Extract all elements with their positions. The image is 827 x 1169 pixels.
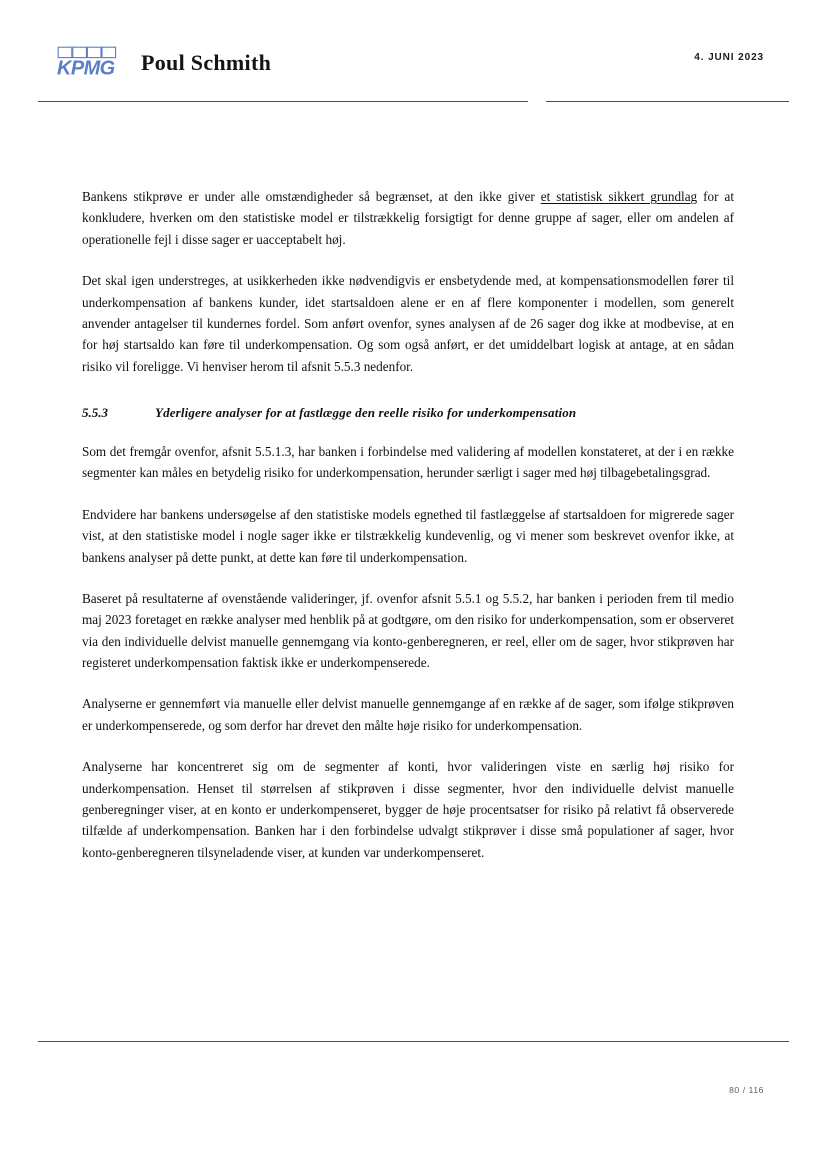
page-header [0,0,827,110]
paragraph-1-part-2: for at konkludere, hverken om den statistiske model er tilstrækkelig forsigtigt for denne gruppe af sager, eller om andelen af operationelle fejl i disse sager er uacceptabelt høj. [82,189,734,247]
firm-name: Poul Schmith [141,50,272,75]
paragraph-4: Endvidere har bankens undersøgelse af den statistiske models egnethed til fastlæggelse af startsaldoen for migrerede sager vist, at den statistiske model i nogle sager ikke er tilstrækkelig kundevenlig, og vi mener som beskrevet ovenfor ikke, at bankens analyser på dette punkt, at dette kan føre til underkompensation. [82,506,734,565]
document-content [82,186,734,863]
paragraph-5: Baseret på resultaterne af ovenstående valideringer, jf. ovenfor afsnit 5.5.1 og 5.5.2, har banken i perioden frem til medio maj 2023 foretaget en række analyser med henblik på at godtgøre, om den risiko for underkompensation, som er observeret via den individuelle delvist manuelle gennemgang via konto-genberegneren, er reel, eller om de sager, hvor stikprøven har registeret underkompensation faktisk ikke er underkompenserede. [82,590,734,670]
section-heading-5-5-3 [82,405,734,421]
paragraph-2: Det skal igen understreges, at usikkerheden ikke nødvendigvis er ensbetydende med, at kompensationsmodellen fører til underkompensation af bankens kunder, idet startsaldoen alene er en af flere komponenter i modellen, som generelt anvender antagelser til kundernes fordel. Som anført ovenfor, synes analysen af de 26 sager dog ikke at modbevise, at en for høj startsaldo kan føre til underkompensation. Og som også anført, er det umiddelbart logisk at antage, at en sådan risiko vil foreligge. Vi henviser herom til afsnit 5.5.3 nedenfor. [82,273,734,374]
paragraph-3: Som det fremgår ovenfor, afsnit 5.5.1.3, har banken i forbindelse med validering af modellen konstateret, at der i en række segmenter kan måles en betydelig risiko for underkompensation, herunder særligt i sager med høj tilbagebetalingsgrad. [82,444,734,481]
brand-block [57,46,271,80]
paragraph-1-part-1: Bankens stikprøve er under alle omstændigheder så begrænset, at den ikke giver [82,189,541,204]
paragraph-7: Analyserne har koncentreret sig om de segmenter af konti, hvor valideringen viste en særlig høj risiko for underkompensation. Henset til størrelsen af stikprøven i disse segmenter, hvor den individuelle delvist manuelle genberegninger viser, at en konto er underkompenseret, bygger de høje procentsatser for risiko på relativt få observerede tilfælde af underkompensation. Banken har i den forbindelse udvalgt stikprøver i disse små populationer af sager, hvor konto-genberegneren tilsyneladende viser, at kunden var underkompenseret. [82,759,734,860]
footer-rule [38,1041,789,1042]
paragraph-6: Analyserne er gennemført via manuelle eller delvist manuelle gennemgange af en række af de sager, som ifølge stikprøven er underkompenserede, og som derfor har drevet den målte høje risiko for underkompensation. [82,696,734,733]
kpmg-logo [57,46,127,80]
header-date: 4. JUNI 2023 [694,52,764,63]
header-rule-left [38,101,528,102]
paragraph-1-underlined-phrase: et statistisk sikkert grundlag [540,189,698,204]
section-number: 5.5.3 [82,405,108,420]
page-number: 80 / 116 [729,1085,764,1095]
svg-text:KPMG: KPMG [57,57,115,80]
paragraph-1 [82,186,734,250]
header-rule-right [546,101,789,102]
section-title: Yderligere analyser for at fastlægge den reelle risiko for underkompensation [155,405,577,420]
